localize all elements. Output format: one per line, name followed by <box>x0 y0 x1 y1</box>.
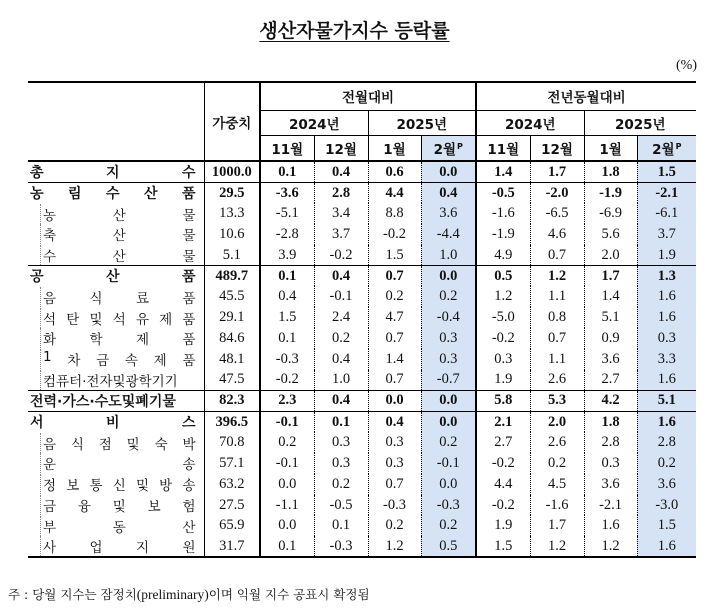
value-cell: 5.1 <box>584 307 637 328</box>
weight-cell: 31.7 <box>204 536 260 557</box>
table-row <box>28 286 696 307</box>
value-cell: -1.9 <box>584 183 637 204</box>
value-cell: -1.6 <box>476 203 530 224</box>
value-cell: 2.1 <box>476 411 530 432</box>
value-cell: 1.6 <box>637 370 696 391</box>
value-cell: 1.5 <box>637 515 696 536</box>
value-cell: -0.1 <box>314 286 368 307</box>
header-row-1 <box>28 82 696 110</box>
table-row <box>28 245 696 266</box>
row-label: 사 업 지 원 <box>28 536 204 557</box>
value-cell: 0.7 <box>530 245 584 266</box>
value-cell: 0.2 <box>314 474 368 495</box>
yoy-header: 전년동월대비 <box>476 82 696 110</box>
value-cell: -0.3 <box>421 495 476 516</box>
value-cell: 1.6 <box>637 307 696 328</box>
value-cell: 0.0 <box>260 515 314 536</box>
table-title: 생산자물가지수 등락률 <box>259 20 450 42</box>
value-cell: 0.7 <box>368 328 421 349</box>
value-cell: -0.7 <box>421 370 476 391</box>
value-cell: 0.9 <box>584 328 637 349</box>
row-label: 부 동 산 <box>28 515 204 536</box>
value-cell: 8.8 <box>368 203 421 224</box>
value-cell: 1.2 <box>584 536 637 557</box>
value-cell: 0.5 <box>476 266 530 287</box>
value-cell: 5.3 <box>530 390 584 411</box>
table-row <box>28 328 696 349</box>
value-cell: 1.9 <box>476 370 530 391</box>
row-label: 농 림 수 산 품 <box>28 183 204 204</box>
month-header: 1월 <box>584 135 637 161</box>
value-cell: 0.3 <box>368 432 421 453</box>
value-cell: 1.4 <box>368 349 421 370</box>
value-cell: 1.5 <box>368 245 421 266</box>
value-cell: 1.5 <box>476 536 530 557</box>
value-cell: -6.1 <box>637 203 696 224</box>
weight-cell: 10.6 <box>204 224 260 245</box>
value-cell: 1.3 <box>637 266 696 287</box>
value-cell: 1.5 <box>260 307 314 328</box>
weight-cell: 1000.0 <box>204 161 260 183</box>
value-cell: 5.6 <box>584 224 637 245</box>
value-cell: -0.2 <box>476 453 530 474</box>
value-cell: 0.4 <box>314 349 368 370</box>
table-row-major <box>28 161 696 183</box>
value-cell: 3.7 <box>637 224 696 245</box>
month-header: 1월 <box>368 135 421 161</box>
value-cell: 4.4 <box>476 474 530 495</box>
month-header: 12월 <box>314 135 368 161</box>
table-row <box>28 474 696 495</box>
value-cell: -0.2 <box>368 224 421 245</box>
value-cell: 1.2 <box>368 536 421 557</box>
value-cell: 0.0 <box>421 266 476 287</box>
value-cell: 3.6 <box>584 474 637 495</box>
table-row <box>28 453 696 474</box>
value-cell: 0.1 <box>260 161 314 183</box>
weight-cell: 13.3 <box>204 203 260 224</box>
value-cell: -1.1 <box>260 495 314 516</box>
weight-cell: 57.1 <box>204 453 260 474</box>
value-cell: 0.7 <box>368 266 421 287</box>
value-cell: 2.7 <box>584 370 637 391</box>
table-row <box>28 432 696 453</box>
value-cell: 0.4 <box>421 183 476 204</box>
value-cell: 1.2 <box>476 286 530 307</box>
mom-year-2025: 2025년 <box>368 110 476 135</box>
value-cell: 1.6 <box>637 411 696 432</box>
value-cell: 4.2 <box>584 390 637 411</box>
value-cell: 3.6 <box>584 349 637 370</box>
table-row <box>28 349 696 370</box>
value-cell: 1.7 <box>584 266 637 287</box>
value-cell: 2.8 <box>314 183 368 204</box>
value-cell: -2.0 <box>530 183 584 204</box>
value-cell: 0.0 <box>421 474 476 495</box>
prelim-mark: P <box>457 141 463 151</box>
value-cell: 0.3 <box>637 328 696 349</box>
table-row-major <box>28 390 696 411</box>
value-cell: -1.6 <box>530 495 584 516</box>
weight-cell: 47.5 <box>204 370 260 391</box>
value-cell: 1.6 <box>637 536 696 557</box>
row-label: 운 송 <box>28 453 204 474</box>
weight-cell: 5.1 <box>204 245 260 266</box>
weight-cell: 84.6 <box>204 328 260 349</box>
weight-cell: 82.3 <box>204 390 260 411</box>
value-cell: 0.7 <box>530 328 584 349</box>
value-cell: 2.0 <box>584 245 637 266</box>
value-cell: -0.2 <box>314 245 368 266</box>
value-cell: 0.0 <box>260 474 314 495</box>
row-label: 화 학 제 품 <box>28 328 204 349</box>
value-cell: -6.5 <box>530 203 584 224</box>
value-cell: 0.4 <box>314 390 368 411</box>
prelim-mark: P <box>675 141 682 151</box>
value-cell: -3.6 <box>260 183 314 204</box>
weight-cell: 396.5 <box>204 411 260 432</box>
value-cell: 0.7 <box>368 370 421 391</box>
value-cell: 0.8 <box>530 307 584 328</box>
value-cell: 1.5 <box>637 161 696 183</box>
row-label: 농 산 물 <box>28 203 204 224</box>
value-cell: -1.9 <box>476 224 530 245</box>
value-cell: -0.1 <box>260 411 314 432</box>
value-cell: 3.4 <box>314 203 368 224</box>
weight-cell: 63.2 <box>204 474 260 495</box>
value-cell: 0.2 <box>368 515 421 536</box>
yoy-year-2024: 2024년 <box>476 110 584 135</box>
value-cell: 0.6 <box>368 161 421 183</box>
value-cell: -0.4 <box>421 307 476 328</box>
value-cell: 0.3 <box>421 349 476 370</box>
value-cell: 1.4 <box>476 161 530 183</box>
row-label: 컴퓨터·전자및광학기기 <box>28 370 204 391</box>
yoy-year-2025: 2025년 <box>584 110 696 135</box>
weight-cell: 27.5 <box>204 495 260 516</box>
value-cell: -2.1 <box>584 495 637 516</box>
value-cell: -0.1 <box>260 453 314 474</box>
value-cell: 0.0 <box>421 390 476 411</box>
table-row <box>28 370 696 391</box>
value-cell: 1.8 <box>584 161 637 183</box>
value-cell: 4.4 <box>368 183 421 204</box>
value-cell: 2.6 <box>530 370 584 391</box>
value-cell: 4.5 <box>530 474 584 495</box>
weight-cell: 70.8 <box>204 432 260 453</box>
row-label: 음 식 료 품 <box>28 286 204 307</box>
value-cell: 3.7 <box>314 224 368 245</box>
value-cell: -5.0 <box>476 307 530 328</box>
value-cell: 1.8 <box>584 411 637 432</box>
value-cell: -4.4 <box>421 224 476 245</box>
value-cell: -0.3 <box>368 495 421 516</box>
table-row-major <box>28 411 696 432</box>
value-cell: 3.9 <box>260 245 314 266</box>
value-cell: 4.9 <box>476 245 530 266</box>
month-header: 11월 <box>476 135 530 161</box>
value-cell: 2.3 <box>260 390 314 411</box>
value-cell: 0.4 <box>368 411 421 432</box>
value-cell: 4.6 <box>530 224 584 245</box>
row-label: 전력·가스·수도및폐기물 <box>28 390 204 411</box>
value-cell: 0.1 <box>260 536 314 557</box>
row-label: 축 산 물 <box>28 224 204 245</box>
value-cell: 0.2 <box>421 515 476 536</box>
value-cell: 3.6 <box>637 474 696 495</box>
footnote: 주 : 당월 지수는 잠정치(preliminary)이며 익월 지수 공표시 확정됨 <box>8 587 370 602</box>
weight-cell: 489.7 <box>204 266 260 287</box>
month-header-prelim: 2월$^P$ <box>421 135 476 161</box>
value-cell: -0.2 <box>476 328 530 349</box>
row-label: 총 지 수 <box>28 161 204 183</box>
weight-cell: 65.9 <box>204 515 260 536</box>
value-cell: 1.6 <box>584 515 637 536</box>
value-cell: 0.1 <box>314 515 368 536</box>
table-row <box>28 224 696 245</box>
value-cell: 1.7 <box>530 161 584 183</box>
weight-cell: 45.5 <box>204 286 260 307</box>
value-cell: -3.0 <box>637 495 696 516</box>
value-cell: 0.7 <box>368 474 421 495</box>
value-cell: 1.9 <box>476 515 530 536</box>
mom-year-2024: 2024년 <box>260 110 368 135</box>
row-label: 정 보 통 신 및 방 송 <box>28 474 204 495</box>
table-row-major <box>28 266 696 287</box>
value-cell: 0.4 <box>260 286 314 307</box>
value-cell: -6.9 <box>584 203 637 224</box>
value-cell: 4.7 <box>368 307 421 328</box>
value-cell: 0.2 <box>368 286 421 307</box>
value-cell: -5.1 <box>260 203 314 224</box>
weight-cell: 29.5 <box>204 183 260 204</box>
month-header-prelim: 2월$^P$ <box>637 135 696 161</box>
value-cell: 3.6 <box>421 203 476 224</box>
value-cell: 0.3 <box>314 453 368 474</box>
header-label-cell <box>28 82 204 161</box>
value-cell: -0.1 <box>421 453 476 474</box>
value-cell: 0.4 <box>314 266 368 287</box>
row-label: 서 비 스 <box>28 411 204 432</box>
table-row <box>28 515 696 536</box>
unit-label: (%) <box>676 58 697 73</box>
row-label: 공 산 품 <box>28 266 204 287</box>
value-cell: 0.0 <box>421 411 476 432</box>
ppi-table <box>28 81 696 558</box>
value-cell: 1.1 <box>530 349 584 370</box>
row-label: 금 융 및 보 험 <box>28 495 204 516</box>
value-cell: 2.7 <box>476 432 530 453</box>
value-cell: 0.0 <box>368 390 421 411</box>
value-cell: 0.1 <box>260 266 314 287</box>
value-cell: 2.8 <box>584 432 637 453</box>
row-label: 음 식 점 및 숙 박 <box>28 432 204 453</box>
value-cell: 0.5 <box>421 536 476 557</box>
weight-header: 가중치 <box>204 82 260 161</box>
value-cell: 1.2 <box>530 266 584 287</box>
table-row <box>28 536 696 557</box>
month-header: 12월 <box>530 135 584 161</box>
table-row <box>28 203 696 224</box>
row-label: 수 산 물 <box>28 245 204 266</box>
value-cell: 0.3 <box>421 328 476 349</box>
value-cell: 0.2 <box>421 286 476 307</box>
value-cell: 0.3 <box>368 453 421 474</box>
value-cell: 5.1 <box>637 390 696 411</box>
table-row-major <box>28 183 696 204</box>
value-cell: -0.3 <box>314 536 368 557</box>
value-cell: 1.0 <box>421 245 476 266</box>
value-cell: 0.2 <box>260 432 314 453</box>
value-cell: 1.6 <box>637 286 696 307</box>
value-cell: 0.2 <box>530 453 584 474</box>
value-cell: 3.3 <box>637 349 696 370</box>
value-cell: 2.4 <box>314 307 368 328</box>
value-cell: -0.2 <box>260 370 314 391</box>
value-cell: 0.3 <box>584 453 637 474</box>
value-cell: 2.0 <box>530 411 584 432</box>
value-cell: 1.4 <box>584 286 637 307</box>
value-cell: 0.3 <box>476 349 530 370</box>
table-row <box>28 495 696 516</box>
value-cell: 1.7 <box>530 515 584 536</box>
month-header: 11월 <box>260 135 314 161</box>
value-cell: 1.9 <box>637 245 696 266</box>
value-cell: -0.5 <box>314 495 368 516</box>
value-cell: -2.8 <box>260 224 314 245</box>
weight-cell: 48.1 <box>204 349 260 370</box>
value-cell: 2.8 <box>637 432 696 453</box>
value-cell: 2.6 <box>530 432 584 453</box>
value-cell: -0.5 <box>476 183 530 204</box>
mom-header: 전월대비 <box>260 82 476 110</box>
row-label: 1 차 금 속 제 품 <box>28 349 204 370</box>
value-cell: -0.3 <box>260 349 314 370</box>
value-cell: -0.2 <box>476 495 530 516</box>
weight-cell: 29.1 <box>204 307 260 328</box>
value-cell: 5.8 <box>476 390 530 411</box>
value-cell: 0.1 <box>314 411 368 432</box>
value-cell: 1.1 <box>530 286 584 307</box>
table-row <box>28 307 696 328</box>
value-cell: 0.4 <box>314 161 368 183</box>
value-cell: 0.2 <box>637 453 696 474</box>
value-cell: 1.0 <box>314 370 368 391</box>
value-cell: 0.0 <box>421 161 476 183</box>
value-cell: -2.1 <box>637 183 696 204</box>
value-cell: 0.2 <box>421 432 476 453</box>
value-cell: 1.2 <box>530 536 584 557</box>
row-label: 석 탄 및 석 유 제 품 <box>28 307 204 328</box>
value-cell: 0.3 <box>314 432 368 453</box>
value-cell: 0.1 <box>260 328 314 349</box>
value-cell: 0.2 <box>314 328 368 349</box>
